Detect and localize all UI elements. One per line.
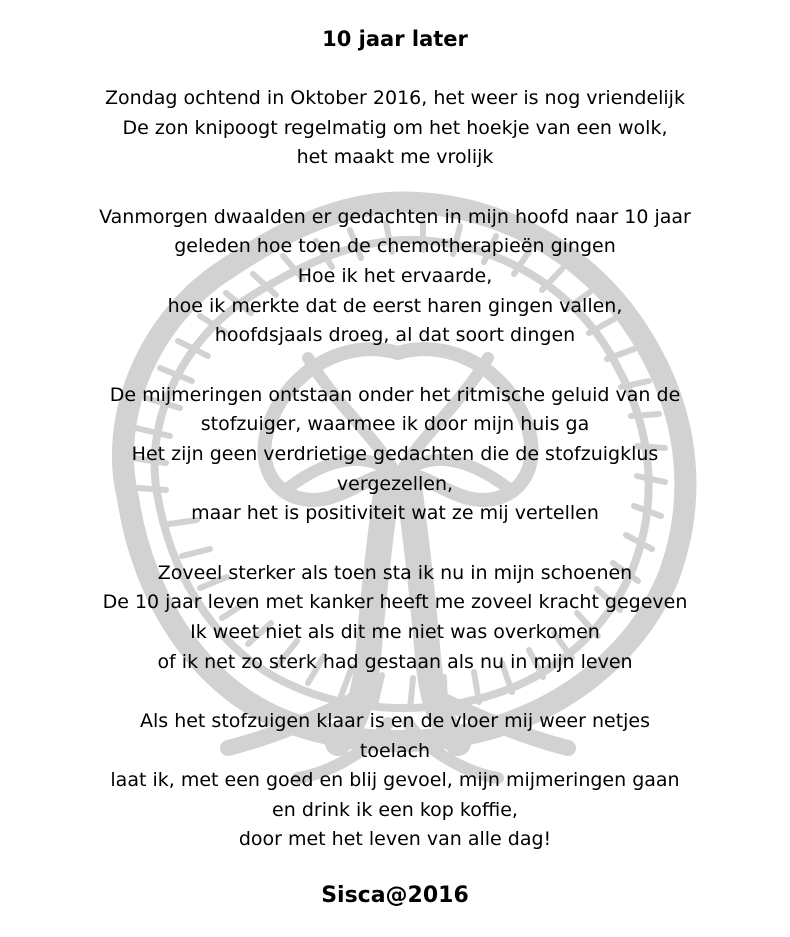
poem-line: hoofdsjaals droeg, al dat soort dingen xyxy=(214,324,576,347)
signature: Sisca@2016 xyxy=(321,883,469,909)
poem-line: geleden hoe toen de chemotherapieën gingen xyxy=(174,235,616,258)
poem-line: De mijmeringen ontstaan onder het ritmische geluid van de xyxy=(109,383,681,406)
poem-line: door met het leven van alle dag! xyxy=(238,828,552,851)
poem-line: hoe ik merkte dat de eerst haren gingen vallen, xyxy=(167,294,623,317)
poem-line: De 10 jaar leven met kanker heeft me zoveel kracht gegeven xyxy=(102,591,688,614)
poem-line: toelach xyxy=(359,739,431,762)
poem-line: Hoe ik het ervaarde, xyxy=(297,264,493,287)
poem-line: of ik net zo sterk had gestaan als nu in mijn leven xyxy=(157,650,633,673)
stanza-1 xyxy=(0,84,790,173)
poem-line: Zondag ochtend in Oktober 2016, het weer is nog vriendelijk xyxy=(105,87,685,109)
poem-line: laat ik, met een goed en blij gevoel, mijn mijmeringen gaan xyxy=(110,769,680,792)
poem-line: en drink ik een kop koffie, xyxy=(272,798,518,821)
poem-line: het maakt me vrolijk xyxy=(296,146,494,169)
poem-line: Als het stofzuigen klaar is en de vloer mij weer netjes xyxy=(139,710,651,733)
poem-line: De zon knipoogt regelmatig om het hoekje van een wolk, xyxy=(122,116,668,139)
poem-line: Ik weet niet als dit me niet was overkomen xyxy=(190,620,600,643)
poem-line: Het zijn geen verdrietige gedachten die de stofzuigklus xyxy=(131,442,659,465)
poem-line: vergezellen, xyxy=(336,472,454,495)
poem-line: stofzuiger, waarmee ik door mijn huis ga xyxy=(200,413,590,436)
poem-line: Vanmorgen dwaalden er gedachten in mijn hoofd naar 10 jaar xyxy=(99,205,691,228)
stanza-4 xyxy=(0,559,790,677)
poem-line: Zoveel sterker als toen sta ik nu in mijn schoenen xyxy=(157,561,633,584)
stanza-2 xyxy=(0,203,790,351)
poem-line: maar het is positiviteit wat ze mij vertellen xyxy=(191,502,599,525)
poem-title: 10 jaar later xyxy=(322,27,468,51)
stanza-5 xyxy=(0,707,790,855)
stanza-3 xyxy=(0,381,790,529)
